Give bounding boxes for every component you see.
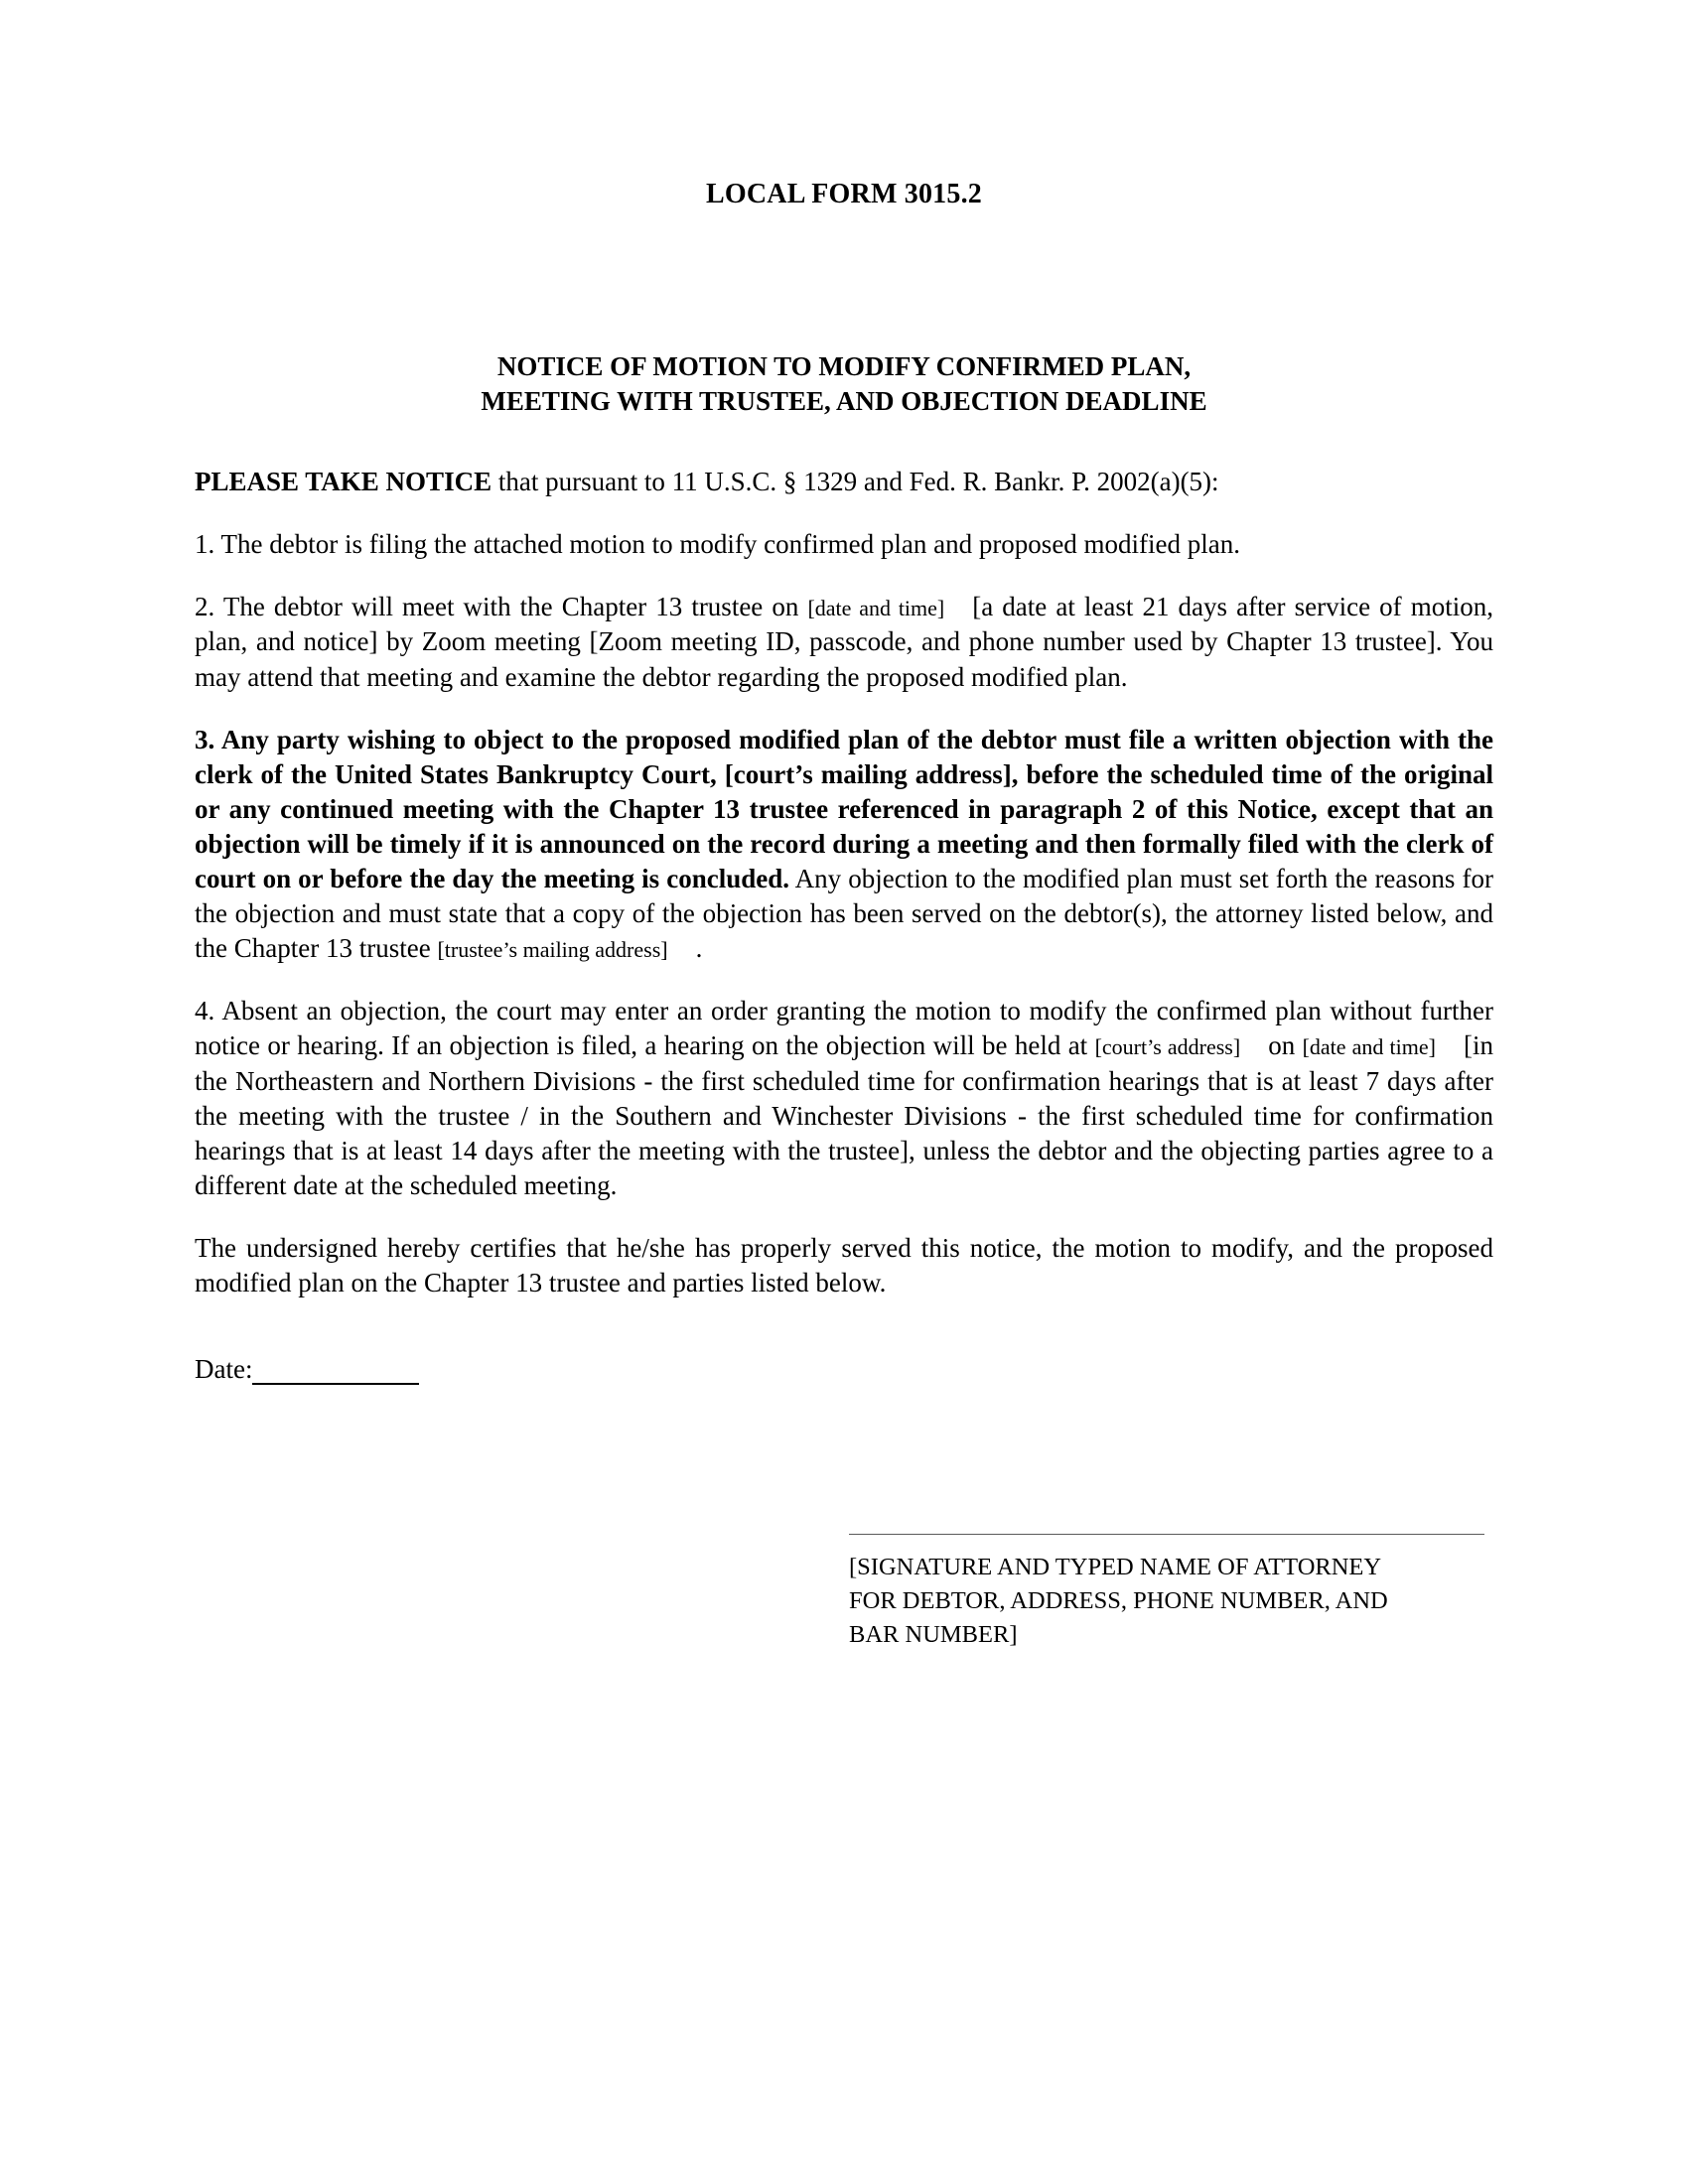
paragraph-3-bold-text: Any party wishing to object to the proposed modified plan of the debtor must file a written objection with the clerk of the United States Bankruptcy Court, [court’s mailing address], before the scheduled time of the original or any continued meeting with the Chapter 13 trustee referenced in paragraph 2 of this Notice, except that an objection will be timely if it is announced on the record during a meeting and then formally filed with the clerk of court on or before the day the meeting is concluded. <box>195 724 1494 894</box>
paragraph-4-mid: on <box>1268 1030 1303 1061</box>
date-field-row <box>195 1354 1493 1385</box>
intro-rest: that pursuant to 11 U.S.C. § 1329 and Fed. R. Bankr. P. 2002(a)(5): <box>492 467 1219 497</box>
document-title <box>195 349 1493 419</box>
paragraph-3-plain-text: Any objection to the modified plan must set forth the reasons for the objection and must state that a copy of the objection has been served on the debtor(s), the attorney listed below, and the Chapter 13 trustee <box>195 864 1493 964</box>
paragraph-2 <box>195 590 1493 694</box>
paragraph-2-placeholder-date-time: [date and time] <box>807 596 945 621</box>
paragraph-4-lead: 4. Absent an objection, the court may enter an order granting the motion to modify the confirmed plan without further notice or hearing. If an objection is filed, a hearing on the objection will be held at <box>195 996 1493 1061</box>
signature-line-2: FOR DEBTOR, ADDRESS, PHONE NUMBER, AND <box>849 1586 1388 1614</box>
paragraph-4-rest: [in the Northeastern and Northern Divisions - the first scheduled time for confirmation hearings that is at least 7 days after the meeting with the trustee / in the Southern and Winchester Divisions - the first scheduled time for confirmation hearings that is at least 14 days after the meeting with the trustee], unless the debtor and the objecting parties agree to a different date at the scheduled meeting. <box>195 1030 1493 1200</box>
form-number-heading: LOCAL FORM 3015.2 <box>706 179 982 209</box>
paragraph-4 <box>195 994 1493 1203</box>
date-input-line[interactable] <box>252 1357 419 1385</box>
paragraph-3-placeholder-trustee-address: [trustee’s mailing address] <box>437 937 668 963</box>
paragraph-4-placeholder-court-address: [court’s address] <box>1094 1034 1241 1060</box>
paragraph-4-placeholder-date-time: [date and time] <box>1302 1034 1436 1060</box>
paragraph-2-rest: [a date at least 21 days after service of motion, plan, and notice] by Zoom meeting [Zoom meeting ID, passcode, and phone number used by Chapter 13 trustee]. You may attend that meeting and examine the debtor regarding the proposed modified plan. <box>195 592 1493 692</box>
intro-bold-lead: PLEASE TAKE NOTICE <box>195 467 492 497</box>
signature-line-1: [SIGNATURE AND TYPED NAME OF ATTORNEY <box>849 1554 1382 1580</box>
certification-paragraph: The undersigned hereby certifies that he/she has properly served this notice, the motion to modify, and the proposed modified plan on the Chapter 13 trustee and parties listed below. <box>195 1232 1493 1297</box>
intro-paragraph <box>195 465 1493 499</box>
paragraph-3-number: 3. <box>195 724 221 754</box>
date-label: Date: <box>195 1354 253 1385</box>
title-line-2: MEETING WITH TRUSTEE, AND OBJECTION DEADLINE <box>481 386 1207 417</box>
signature-line <box>849 1534 1484 1535</box>
paragraph-2-lead: 2. The debtor will meet with the Chapter 13 trustee on <box>195 592 808 622</box>
signature-line-3: BAR NUMBER] <box>849 1620 1018 1648</box>
paragraph-1: 1. The debtor is filing the attached motion to modify confirmed plan and proposed modified plan. <box>195 529 1241 560</box>
paragraph-3-tail: . <box>695 933 703 964</box>
title-line-1: NOTICE OF MOTION TO MODIFY CONFIRMED PLAN, <box>496 351 1192 381</box>
paragraph-3 <box>195 723 1493 967</box>
signature-block <box>849 1534 1484 1651</box>
